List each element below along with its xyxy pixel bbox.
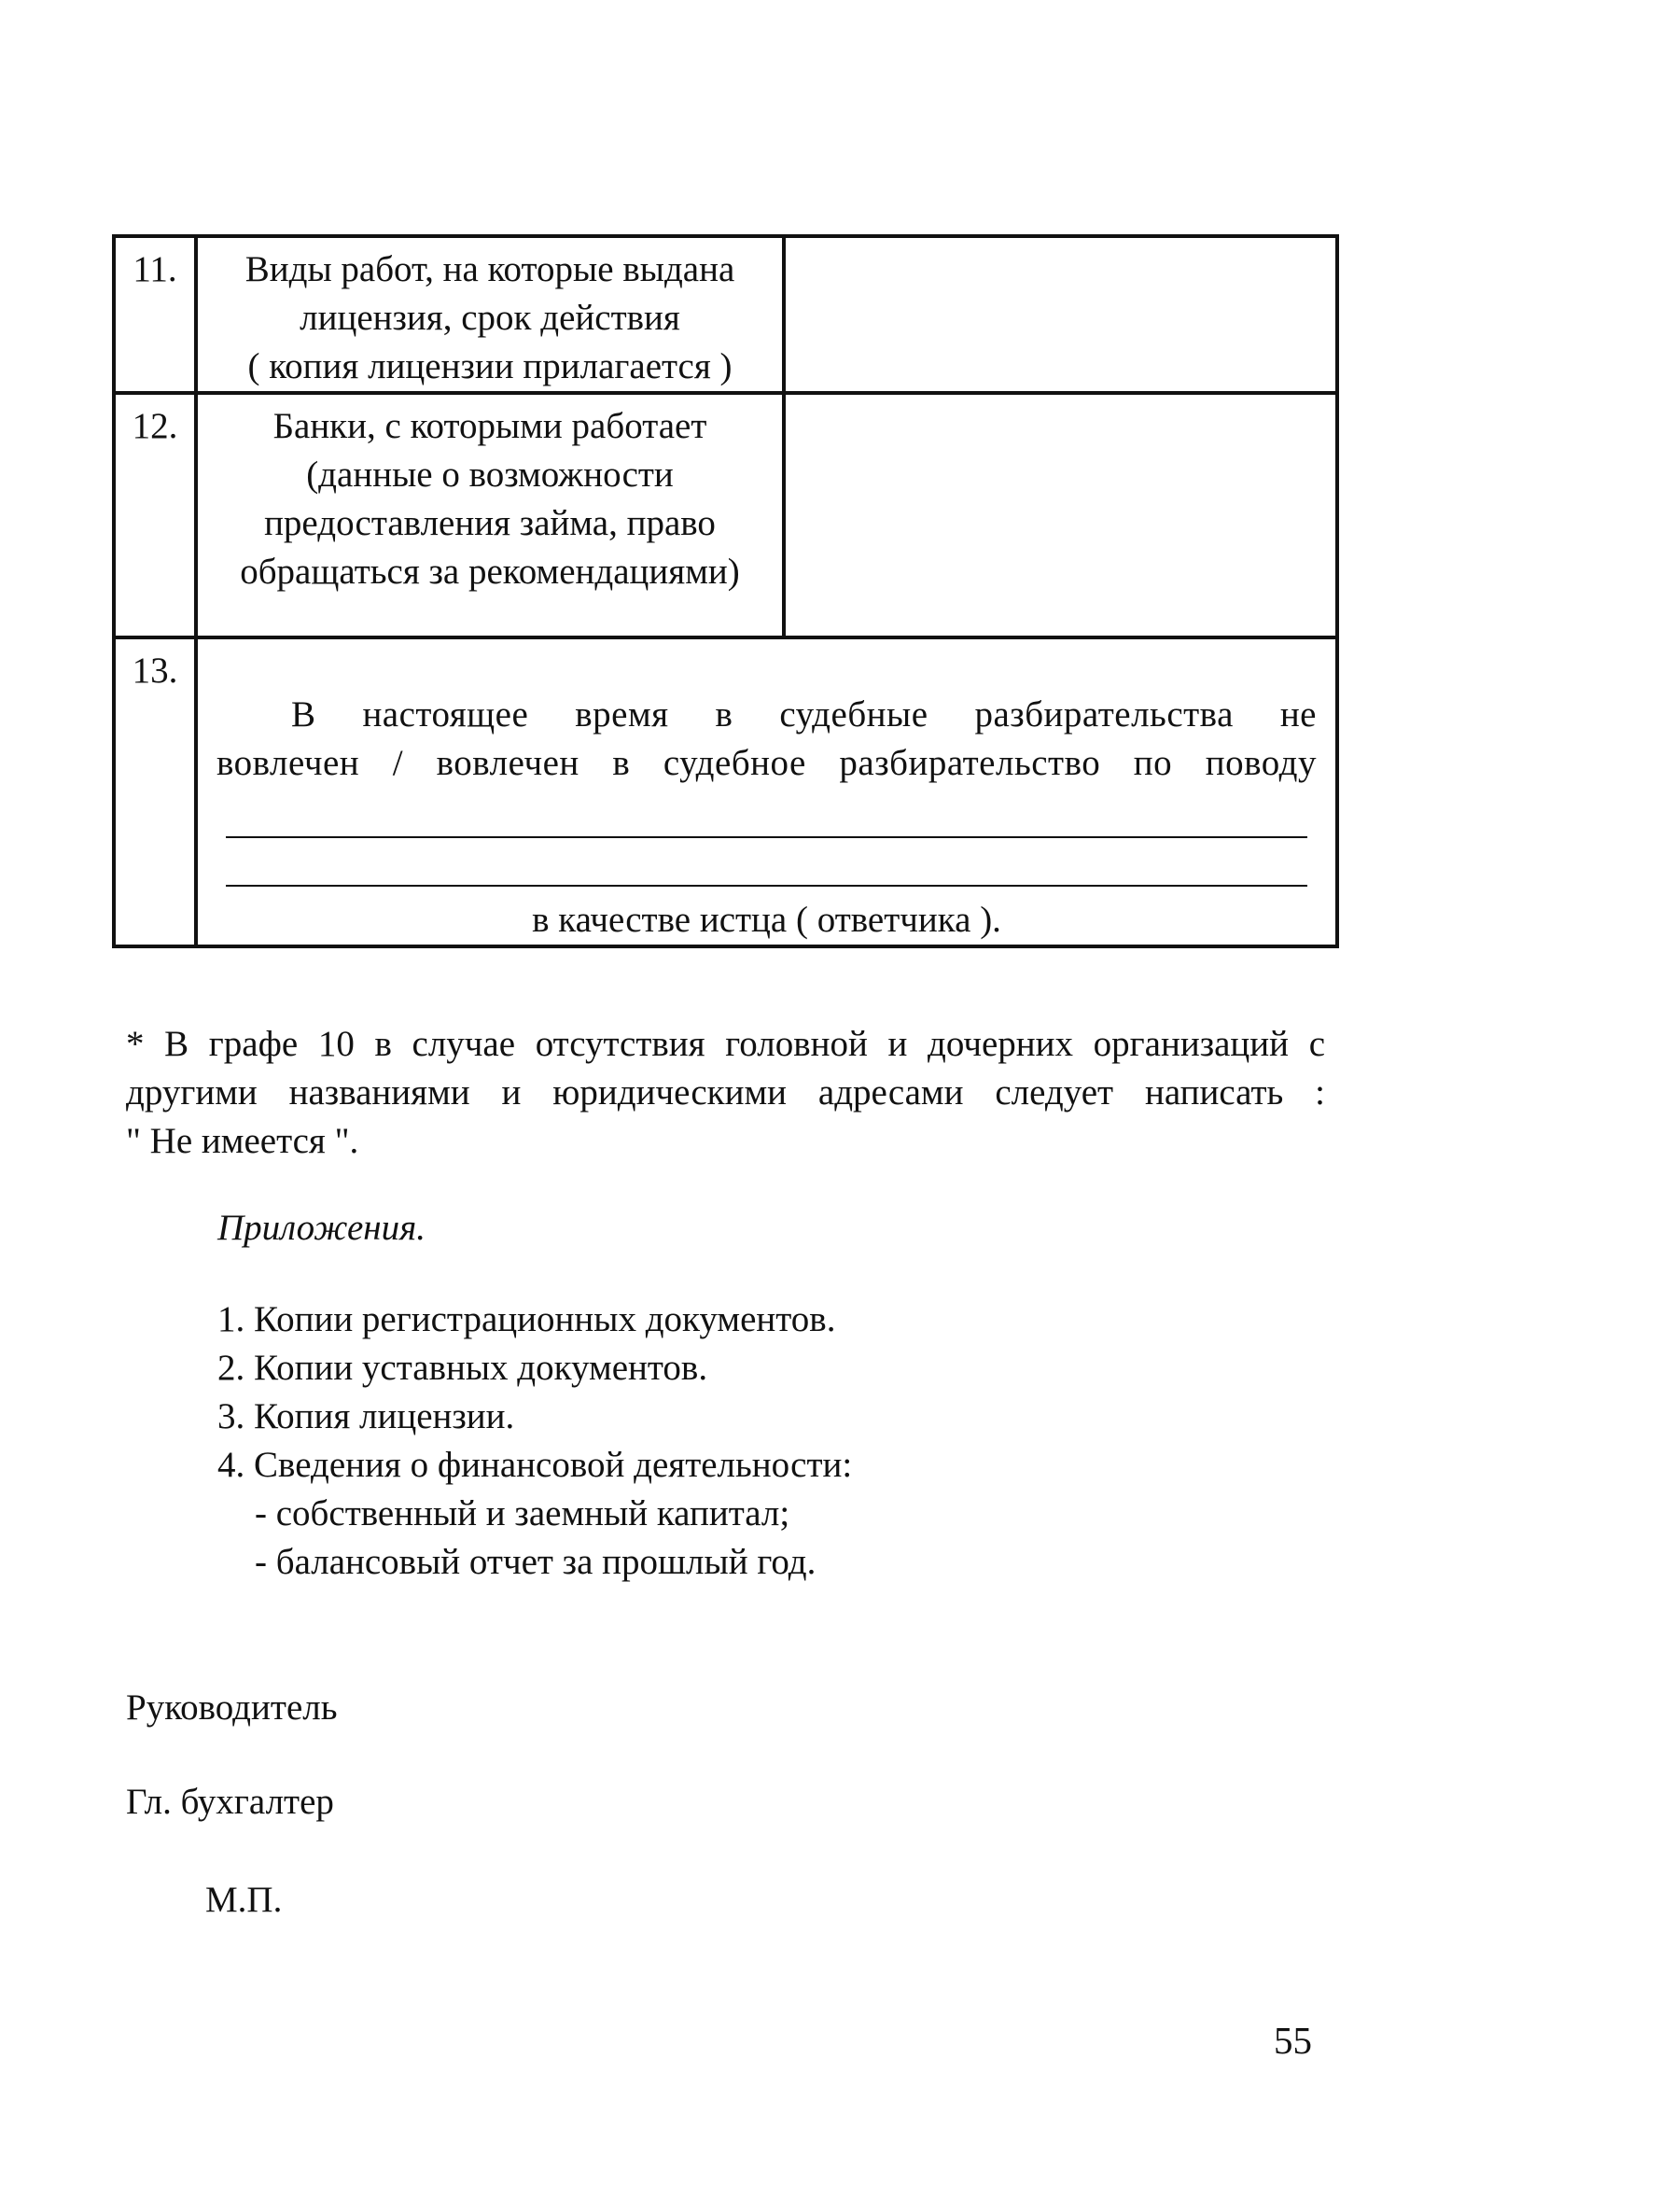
attachments-list: [217, 1295, 852, 1587]
list-item: 2. Копии уставных документов.: [217, 1348, 708, 1388]
litigation-statement: [196, 637, 1337, 946]
litigation-line: вовлечен / вовлечен в судебное разбирательство по поводу: [216, 743, 1317, 783]
signature-accountant-label: Гл. бухгалтер: [126, 1782, 334, 1822]
row-number: 12.: [114, 393, 196, 637]
page-number: 55: [1274, 2019, 1312, 2062]
row-number: 11.: [114, 236, 196, 393]
blank-fill-line: [226, 885, 1307, 887]
list-item: 1. Копии регистрационных документов.: [217, 1299, 836, 1339]
footnote-line: другими названиями и юридическими адресами следует написать :: [126, 1072, 1325, 1113]
row-value-empty: [784, 236, 1337, 393]
row-description-line: ( копия лицензии прилагается ): [247, 346, 733, 386]
form-table: [112, 234, 1339, 948]
blank-fill-line: [226, 836, 1307, 838]
list-subitem: - собственный и заемный капитал;: [255, 1493, 790, 1533]
table-row: [114, 637, 1337, 946]
footnote-line: * В графе 10 в случае отсутствия головной и дочерних организаций с: [126, 1024, 1325, 1064]
footnote: [126, 1020, 1325, 1166]
list-item: 3. Копия лицензии.: [217, 1396, 515, 1436]
footnote-line: " Не имеется ".: [126, 1121, 359, 1161]
table-row: [114, 393, 1337, 637]
row-description-line: Виды работ, на которые выдана: [244, 249, 735, 289]
row-description-line: (данные о возможности: [306, 455, 674, 495]
row-description-line: предоставления займа, право: [264, 503, 716, 543]
list-subitem: - балансовый отчет за прошлый год.: [255, 1542, 817, 1582]
seal-place-label: М.П.: [205, 1880, 283, 1920]
row-description: [196, 393, 784, 637]
row-number: 13.: [114, 637, 196, 946]
row-description-line: обращаться за рекомендациями): [240, 552, 740, 592]
row-value-empty: [784, 393, 1337, 637]
litigation-closing: в качестве истца ( ответчика ).: [532, 900, 1001, 940]
row-description-line: лицензия, срок действия: [300, 298, 680, 338]
attachments-title: Приложения.: [217, 1208, 426, 1248]
list-item: 4. Сведения о финансовой деятельности:: [217, 1445, 853, 1485]
row-description: [196, 236, 784, 393]
signature-head-label: Руководитель: [126, 1687, 338, 1728]
row-description-line: Банки, с которыми работает: [272, 406, 707, 446]
litigation-line: В настоящее время в судебные разбирательства не: [291, 694, 1317, 735]
table-row: [114, 236, 1337, 393]
